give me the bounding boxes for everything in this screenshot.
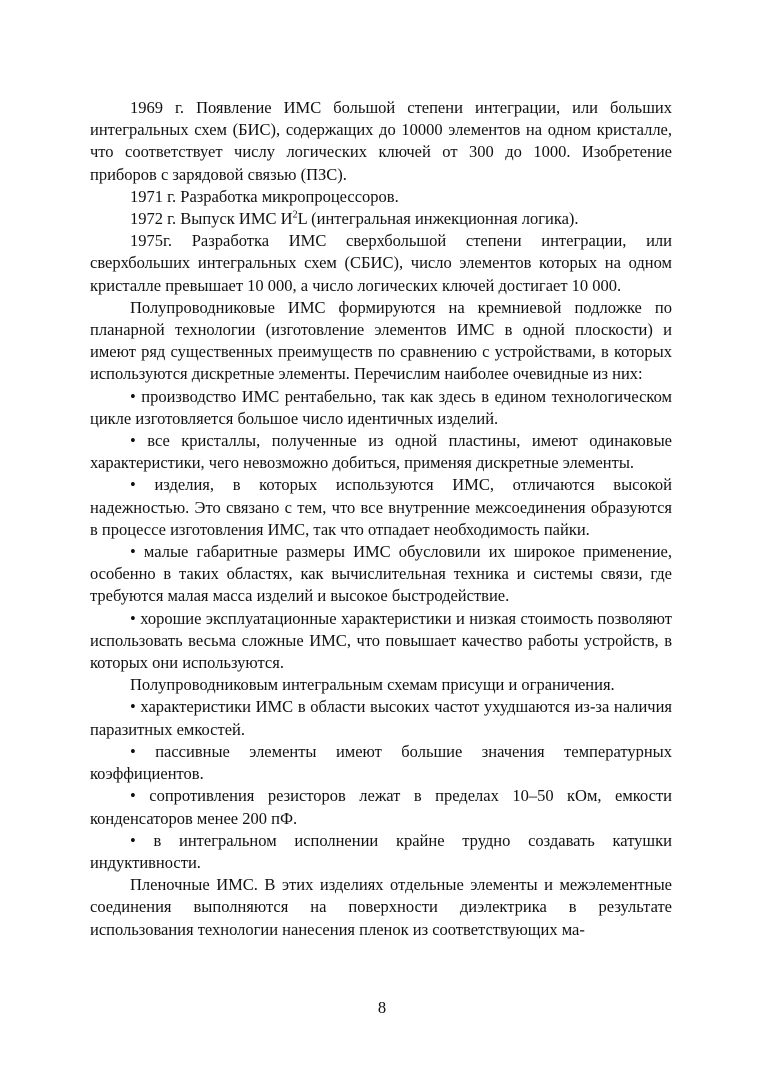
page-number: 8 <box>377 998 387 1017</box>
paragraph-1969: 1969 г. Появление ИМС большой степени интеграции, или больших интегральных схем (БИС), содержащих до 10000 элементов на одном кристалле, что соответствует числу логических ключей от 300 до 1000. Изобретение приборов с зарядовой связью (ПЗС). <box>90 98 672 184</box>
paragraph-1972-before: 1972 г. Выпуск ИМС И <box>130 209 293 229</box>
bullet-passive-elements: • пассивные элементы имеют большие значения температурных коэффициентов. <box>90 741 672 784</box>
bullet-size: • малые габаритные размеры ИМС обусловили их широкое применение, особенно в таких областях, как вычислительная техника и системы связи, где требуются малая масса изделий и высокое быстродействие. <box>90 542 672 606</box>
paragraph-1975: 1975г. Разработка ИМС сверхбольшой степени интеграции, или сверхбольших интегральных схем (СБИС), число элементов которых на одном кристалле превышает 10 000, а число логических ключей достигает 10 000. <box>90 231 672 295</box>
superscript-2: 2 <box>292 209 298 221</box>
paragraph-1971: 1971 г. Разработка микропроцессоров. <box>130 186 399 206</box>
paragraph-advantages-intro: Полупроводниковые ИМС формируются на кремниевой подложке по планарной технологии (изготовление элементов ИМС в одной плоскости) и имеют ряд существенных преимуществ по сравнению с устройствами, в которых используются дискретные элементы. Перечислим наиболее очевидные из них: <box>90 297 672 384</box>
bullet-resistors: • сопротивления резисторов лежат в пределах 10–50 кОм, емкости конденсаторов менее 200 пФ. <box>90 786 672 828</box>
bullet-reliability: • изделия, в которых используются ИМС, отличаются высокой надежностью. Это связано с тем, что все внутренние межсоединения образуются в процессе изготовления ИМС, так что отпадает необходимость пайки. <box>90 475 672 539</box>
paragraph-1972 <box>90 208 672 230</box>
paragraph-limitations-intro: Полупроводниковым интегральным схемам присущи и ограничения. <box>130 675 615 695</box>
bullet-crystals: • все кристаллы, полученные из одной пластины, имеют одинаковые характеристики, чего невозможно добиться, применяя дискретные элементы. <box>90 431 672 473</box>
body-text <box>90 97 672 941</box>
bullet-cost: • хорошие эксплуатационные характеристики и низкая стоимость позволяют использовать весьма сложные ИМС, что повышает качество работы устройств, в которых они используются. <box>90 608 672 673</box>
paragraph-1972-after: L (интегральная инжекционная логика). <box>297 209 579 229</box>
bullet-production: • производство ИМС рентабельно, так как здесь в едином технологическом цикле изготовляется большое число идентичных изделий. <box>90 386 672 428</box>
paragraph-film-ic: Пленочные ИМС. В этих изделиях отдельные элементы и межэлементные соединения выполняются на поверхности диэлектрика в результате использования технологии нанесения пленок из соответствующих ма- <box>90 875 672 939</box>
bullet-high-frequency: • характеристики ИМС в области высоких частот ухудшаются из-за наличия паразитных емкостей. <box>90 697 672 739</box>
bullet-inductors: • в интегральном исполнении крайне трудно создавать катушки индуктивности. <box>90 830 672 872</box>
